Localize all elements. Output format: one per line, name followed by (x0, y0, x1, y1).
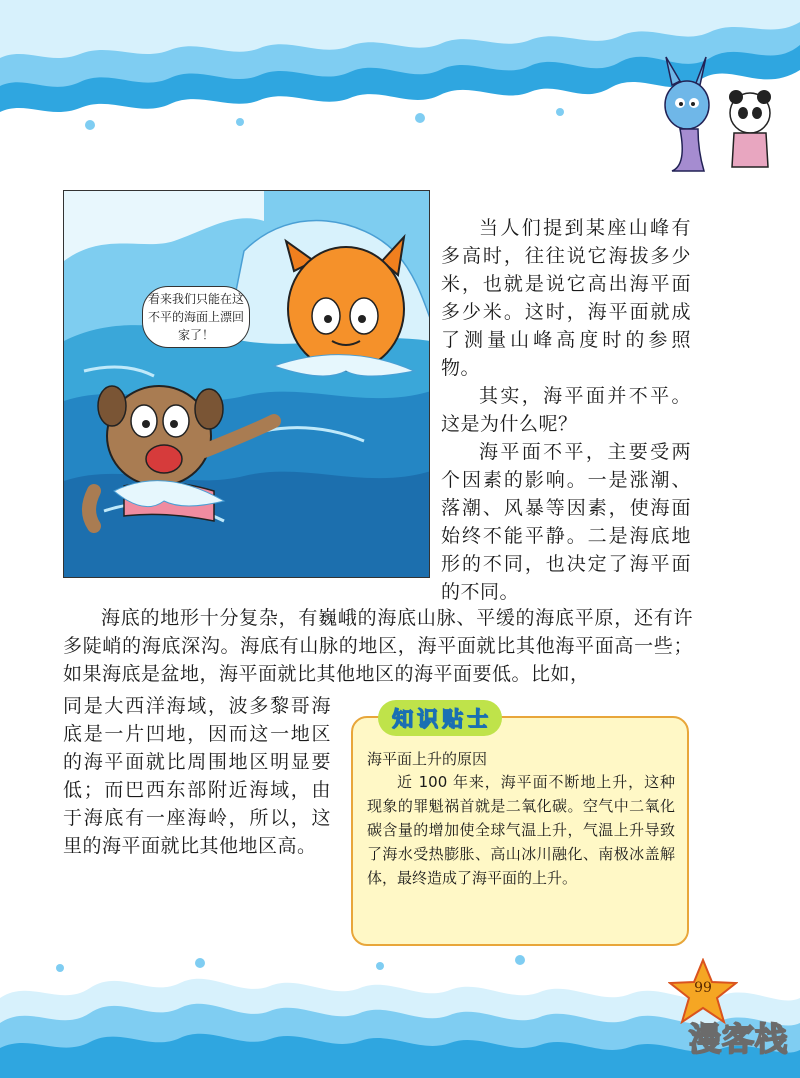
tip-heading: 海平面上升的原因 (367, 750, 488, 768)
intro-text (441, 214, 691, 606)
tip-title-char: 知 (392, 707, 413, 731)
tip-title-badge (378, 700, 502, 736)
paragraph: 近 100 年来，海平面不断地上升，这种现象的罪魁祸首就是二氧化碳。空气中二氧化碳含量的增加使全球气温上升，气温上升导致了海水受热膨胀、高山冰川融化、南极冰盖解体，最终造成了海平面的上升。 (367, 773, 675, 887)
comic-panel (63, 190, 430, 578)
paragraph: 其实，海平面并不平。这是为什么呢？ (441, 385, 691, 435)
paragraph: 海平面不平，主要受两个因素的影响。一是涨潮、落潮、风暴等因素，使海面始终不能平静。二是海底地形的不同，也决定了海平面的不同。 (441, 441, 691, 603)
tip-title-char: 贴 (442, 707, 463, 731)
tip-title-char: 士 (467, 707, 488, 731)
seabed-text (63, 604, 693, 688)
tip-title-char: 识 (417, 707, 438, 731)
tip-body (367, 770, 675, 890)
paragraph: 同是大西洋海域，波多黎哥海底是一片凹地，因而这一地区的海平面就比周围地区明显要低；而巴西东部附近海域，由于海底有一座海岭，所以，这里的海平面就比其他地区高。 (63, 695, 331, 857)
example-text (63, 692, 331, 860)
comic-illustration (64, 191, 430, 578)
speech-bubble: 看来我们只能在这不平的海面上漂回家了！ (142, 286, 250, 348)
mascot-characters (642, 55, 792, 175)
page-number: 99 (694, 980, 712, 996)
watermark-logo: 漫客栈 (688, 1020, 788, 1058)
paragraph: 当人们提到某座山峰有多高时，往往说它海拔多少米，也就是说它高出海平面多少米。这时，海平面就成了测量山峰高度时的参照物。 (441, 217, 691, 379)
paragraph: 海底的地形十分复杂，有巍峨的海底山脉、平缓的海底平原，还有许多陡峭的海底深沟。海底有山脉的地区，海平面就比其他海平面高一些；如果海底是盆地，海平面就比其他地区的海平面要低。比如， (63, 607, 693, 685)
